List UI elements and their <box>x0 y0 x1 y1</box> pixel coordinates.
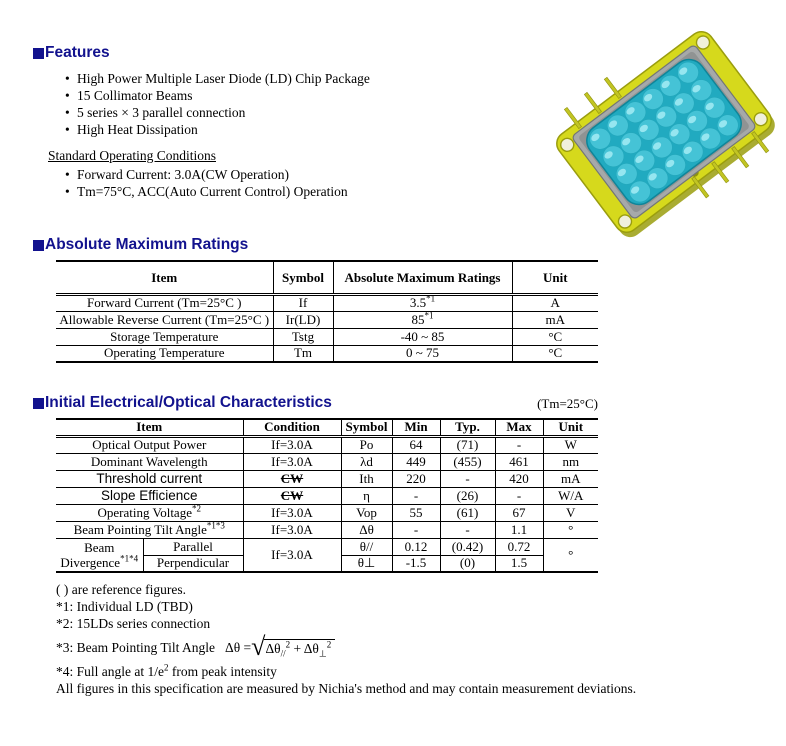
tilt-angle-formula: Δθ = √ $\Delta\theta_{//}^2 + \Delta\theta_\perp^2$ <box>225 635 335 661</box>
characteristics-section <box>33 394 598 573</box>
footnote-4: *4: Full angle at $1/e^2$ from peak intensity <box>56 662 277 679</box>
features-title <box>33 44 513 62</box>
bullet-icon: • <box>65 122 70 137</box>
table-header-row: Item Symbol Absolute Maximum Ratings Unit <box>56 261 598 294</box>
table-row: Beam Pointing Tilt Angle$^{*1*3}$ If=3.0A Δθ - - 1.1 ° <box>56 521 598 538</box>
features-title-text: Features <box>45 44 110 61</box>
section-square-icon <box>33 48 44 59</box>
operating-conditions-list <box>65 166 513 200</box>
footnote-2: *2: 15LDs series connection <box>56 616 211 631</box>
section-square-icon <box>33 240 44 251</box>
radical-sign: √ <box>251 632 266 661</box>
table-header-row: Item Condition Symbol Min Typ. Max Unit <box>56 419 598 436</box>
footnote-1: *1: Individual LD (TBD) <box>56 599 193 614</box>
disclaimer: All figures in this specification are measured by Nichia's method and may contain measurement deviations. <box>56 681 637 696</box>
operating-condition-item: • Forward Current: 3.0A(CW Operation) <box>65 167 289 182</box>
table-row: Operating Temperature Tm 0 ~ 75 °C <box>56 345 598 362</box>
table-row: Threshold current CW Ith 220 - 420 mA <box>56 470 598 487</box>
table-row: Dominant Wavelength If=3.0A λd 449 (455) 461 nm <box>56 453 598 470</box>
table-row: Optical Output Power If=3.0A Po 64 (71) - W <box>56 436 598 453</box>
absolute-maximum-ratings-title: Absolute Maximum Ratings <box>33 236 598 254</box>
feature-item: • High Power Multiple Laser Diode (LD) Chip Package <box>65 71 370 86</box>
feature-item: • 15 Collimator Beams <box>65 88 193 103</box>
bullet-icon: • <box>65 167 70 182</box>
laser-package-image <box>540 26 786 238</box>
temperature-note: (Tm=25°C) <box>537 396 598 411</box>
table-row: Operating Voltage$^{*2}$ If=3.0A Vop 55 (61) 67 V <box>56 504 598 521</box>
operating-conditions-title: Standard Operating Conditions <box>48 148 216 163</box>
characteristics-title: Initial Electrical/Optical Characteristics <box>33 394 598 412</box>
feature-item: • 5 series × 3 parallel connection <box>65 105 246 120</box>
operating-condition-item: • Tm=75°C, ACC(Auto Current Control) Operation <box>65 184 348 199</box>
footnotes <box>56 581 756 697</box>
footnote-reference: ( ) are reference figures. <box>56 582 187 597</box>
footnote-3: *3: Beam Pointing Tilt Angle Δθ = √ $\Delta\theta_{//}^2 + \Delta\theta_\perp^2$ <box>56 635 756 661</box>
bullet-icon: • <box>65 71 70 86</box>
characteristics-table <box>56 418 598 573</box>
section-square-icon <box>33 398 44 409</box>
table-row: Perpendicular θ⊥ -1.5 (0) 1.5 <box>56 555 598 572</box>
bullet-icon: • <box>65 184 70 199</box>
features-section <box>33 44 513 200</box>
table-row: Storage Temperature Tstg -40 ~ 85 °C <box>56 328 598 345</box>
table-row: Beam Divergence$^{*1*4}$ Parallel If=3.0A θ// 0.12 (0.42) 0.72 ° <box>56 538 598 555</box>
table-row: Allowable Reverse Current (Tm=25°C ) Ir(LD) 85$^{*1}$ mA <box>56 311 598 328</box>
features-list <box>65 70 513 138</box>
bullet-icon: • <box>65 105 70 120</box>
feature-item: • High Heat Dissipation <box>65 122 198 137</box>
bullet-icon: • <box>65 88 70 103</box>
absolute-maximum-ratings-table <box>56 260 598 363</box>
absolute-maximum-ratings-section <box>33 236 598 363</box>
table-row: Slope Efficience CW η - (26) - W/A <box>56 487 598 504</box>
table-row: Forward Current (Tm=25°C ) If 3.5$^{*1}$ A <box>56 294 598 311</box>
